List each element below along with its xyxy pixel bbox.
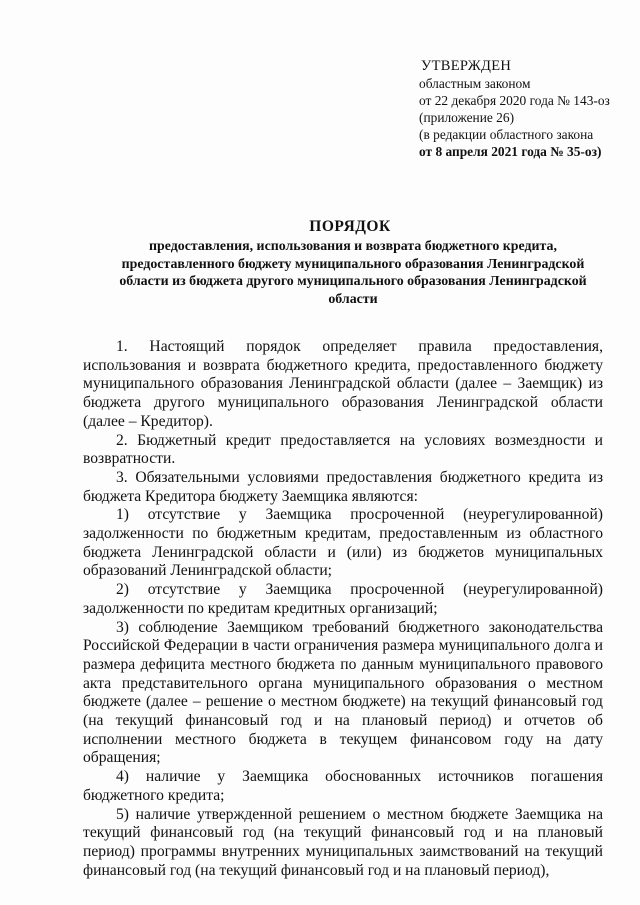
approval-line-date: от 22 декабря 2020 года № 143-оз — [419, 93, 610, 108]
paragraph-3-item-1: 1) отсутствие у Заемщика просроченной (неурегулированной) задолженности по бюджетным кредитам, предоставленным из областного бюджета Ленинградской области и (или) из бюджетов муниципальных образований Ленинградской области; — [83, 506, 603, 580]
paragraph-2: 2. Бюджетный кредит предоставляется на условиях возмездности и возвратности. — [83, 431, 603, 468]
approval-line-law: областным законом — [419, 76, 531, 91]
approval-title: УТВЕРЖДЕН — [421, 58, 512, 74]
paragraph-3-item-5: 5) наличие утвержденной решением о местном бюджете Заемщика на текущий финансовый год (на текущий финансовый год и на плановый период) программы внутренних муниципальных заимствований на текущий финансовый год (на текущий финансовый год и на плановый период), — [83, 805, 603, 879]
document-title: ПОРЯДОК — [309, 218, 391, 235]
approval-stamp — [417, 58, 632, 160]
approval-line-appendix: (приложение 26) — [419, 110, 515, 125]
document-subtitle: предоставления, использования и возврата бюджетного кредита, предоставленного бюджету муниципального образования Ленинградской области из бюджета другого муниципального образования Ленинградской области — [119, 239, 587, 307]
document-body — [83, 338, 603, 880]
paragraph-1: 1. Настоящий порядок определяет правила предоставления, использования и возврата бюджетного кредита, предоставленного бюджету муниципального образования Ленинградской области (далее – Заемщик) из бюджета другого муниципального образования Ленинградской области (далее – Кредитор). — [83, 338, 603, 430]
approval-line-revision: (в редакции областного закона — [419, 127, 594, 142]
paragraph-3: 3. Обязательными условиями предоставления бюджетного кредита из бюджета Кредитора бюджету Заемщика являются: — [83, 468, 603, 505]
paragraph-3-item-4: 4) наличие у Заемщика обоснованных источников погашения бюджетного кредита; — [83, 768, 603, 804]
paragraph-3-item-2: 2) отсутствие у Заемщика просроченной (неурегулированной) задолженности по кредитам кредитных организаций; — [83, 581, 603, 617]
paragraph-3-item-3: 3) соблюдение Заемщиком требований бюджетного законодательства Российской Федерации в части ограничения размера муниципального долга и размера дефицита местного бюджета по данным муниципального правового акта представительного органа муниципального образования о местном бюджете (далее – решение о местном бюджете) на текущий финансовый год (на текущий финансовый год и на плановый период) и отчетов об исполнении местного бюджета в текущем финансовом году на дату обращения; — [83, 618, 603, 767]
approval-line-revision-date: от 8 апреля 2021 года № 35-оз) — [419, 144, 602, 159]
